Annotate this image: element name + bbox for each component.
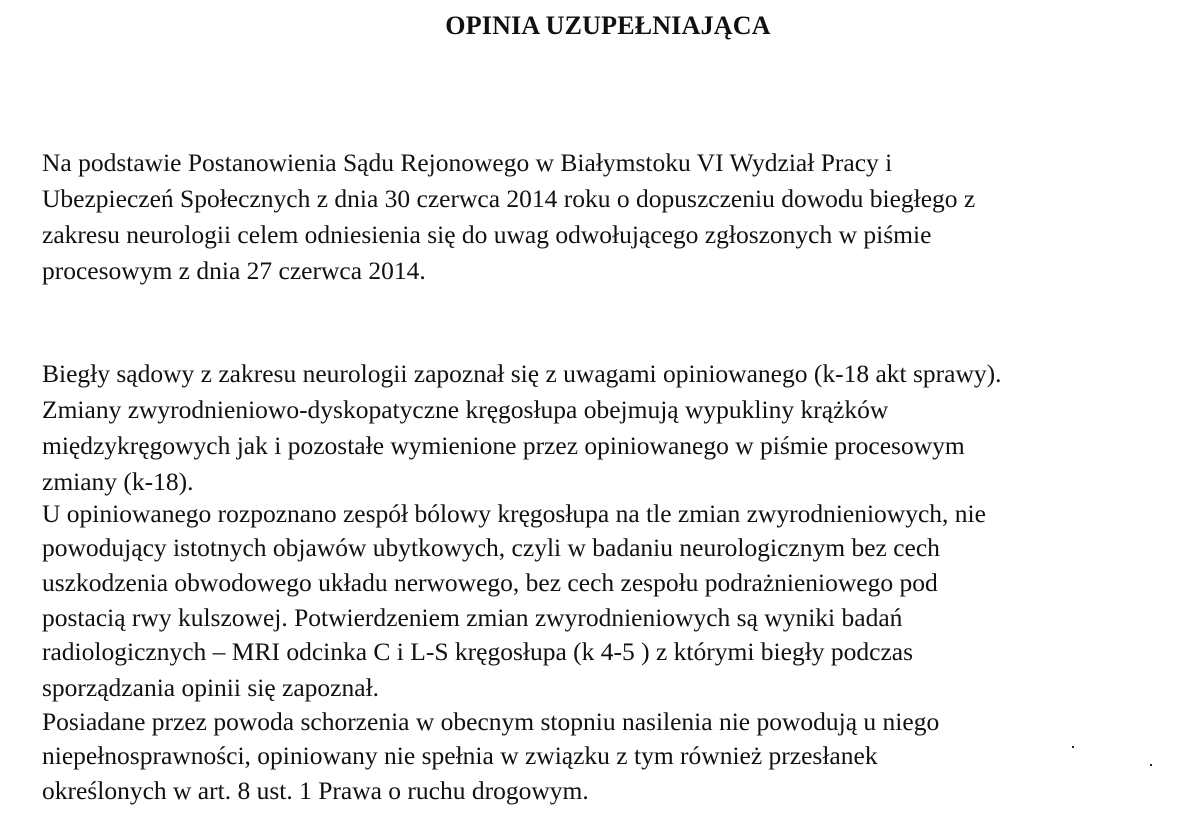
paragraph-2-line: U opiniowanego rozpoznano zespół bólowy kręgosłupa na tle zmian zwyrodnieniowych, nie [42, 499, 986, 528]
paragraph-1-line: procesowym z dnia 27 czerwca 2014. [42, 256, 426, 285]
paragraph-2-line: postacią rwy kulszowej. Potwierdzeniem zmian zwyrodnieniowych są wyniki badań [42, 603, 903, 632]
paragraph-2-line: Biegły sądowy z zakresu neurologii zapoznał się z uwagami opiniowanego (k-18 akt sprawy). [42, 359, 1002, 388]
document-title: OPINIA UZUPEŁNIAJĄCA [445, 11, 771, 40]
paragraph-2-line: Posiadane przez powoda schorzenia w obecnym stopniu nasilenia nie powodują u niego [42, 707, 940, 736]
paragraph-2-line: radiologicznych – MRI odcinka C i L-S kręgosłupa (k 4-5 ) z którymi biegły podczas [42, 637, 914, 666]
paragraph-2-line: międzykręgowych jak i pozostałe wymienione przez opiniowanego w piśmie procesowym [42, 431, 965, 460]
paragraph-1-line: Ubezpieczeń Społecznych z dnia 30 czerwca 2014 roku o dopuszczeniu dowodu biegłego z [42, 184, 976, 213]
paragraph-2-line: uszkodzenia obwodowego układu nerwowego, bez cech zespołu podrażnieniowego pod [42, 568, 938, 597]
paragraph-1-line: zakresu neurologii celem odniesienia się do uwag odwołującego zgłoszonych w piśmie [42, 220, 932, 249]
paragraph-2-line: Zmiany zwyrodnieniowo-dyskopatyczne kręgosłupa obejmują wypukliny krążków [42, 395, 889, 424]
paragraph-2-line: powodujący istotnych objawów ubytkowych, czyli w badaniu neurologicznym bez cech [42, 533, 940, 562]
scan-speck [1072, 746, 1074, 748]
scan-speck [1150, 764, 1152, 766]
paragraph-2-line: sporządzania opinii się zapoznał. [42, 673, 380, 702]
paragraph-2-line: niepełnosprawności, opiniowany nie spełnia w związku z tym również przesłanek [42, 741, 878, 770]
paragraph-1-line: Na podstawie Postanowienia Sądu Rejonowego w Białymstoku VI Wydział Pracy i [42, 148, 893, 177]
paragraph-2-line: określonych w art. 8 ust. 1 Prawa o ruchu drogowym. [42, 776, 589, 805]
paragraph-2-line: zmiany (k-18). [42, 467, 194, 496]
